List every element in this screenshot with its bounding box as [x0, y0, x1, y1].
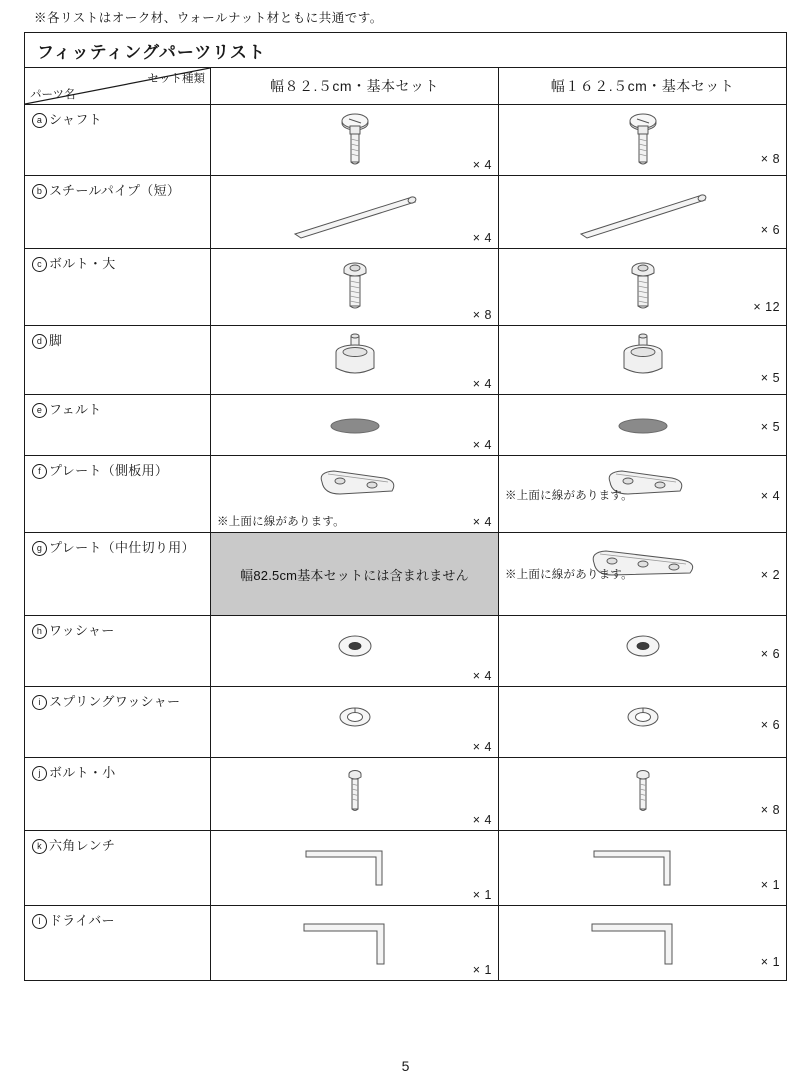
shaft-icon [616, 111, 670, 169]
cell-leg-82 [211, 326, 499, 395]
table-row [25, 105, 787, 176]
marker-e: e [32, 403, 47, 418]
row-label-bolt-large [25, 249, 211, 326]
qty-screwdriver-162: × 1 [760, 955, 781, 969]
washer-icon [621, 630, 665, 664]
table-row [25, 758, 787, 831]
row-name-text: シャフト [49, 112, 102, 127]
marker-i: i [32, 695, 47, 710]
hex-wrench-icon [300, 841, 410, 895]
cell-leg-162 [499, 326, 787, 395]
row-name-text: フェルト [49, 402, 102, 417]
fitting-parts-table [24, 32, 787, 981]
qty-hex-wrench-82: × 1 [472, 888, 492, 902]
cell-hex-wrench-162 [499, 831, 787, 906]
not-included-banner [211, 533, 498, 615]
row-label-shaft [25, 105, 211, 176]
row-label-steel-pipe [25, 176, 211, 249]
qty-bolt-small-82: × 4 [472, 813, 492, 827]
qty-bolt-small-162: × 8 [760, 803, 781, 817]
table-title: フィッティングパーツリスト [25, 33, 787, 68]
table-row [25, 249, 787, 326]
part-name-label: パーツ名 [30, 89, 76, 101]
qty-felt-162: × 5 [760, 420, 781, 434]
header-corner-cell [25, 68, 211, 105]
marker-c: c [32, 257, 47, 272]
cell-steel-pipe-82 [211, 176, 499, 249]
bolt-large-icon [333, 257, 377, 317]
cell-felt-162 [499, 395, 787, 456]
cell-screwdriver-82 [211, 906, 499, 981]
marker-f: f [32, 464, 47, 479]
cell-spring-washer-162 [499, 687, 787, 758]
marker-b: b [32, 184, 47, 199]
marker-k: k [32, 839, 47, 854]
cell-bolt-large-82 [211, 249, 499, 326]
bolt-large-icon [621, 257, 665, 317]
not-included-text: 幅82.5cm基本セットには含まれません [240, 567, 469, 583]
cell-bolt-small-82 [211, 758, 499, 831]
qty-spring-washer-82: × 4 [472, 740, 492, 754]
row-label-leg [25, 326, 211, 395]
cell-plate-side-162 [499, 456, 787, 533]
qty-steel-pipe-162: × 6 [760, 223, 781, 237]
shaft-icon [328, 111, 382, 169]
cell-plate-divider-162 [499, 533, 787, 616]
row-name-text: スプリングワッシャー [49, 694, 181, 709]
leg-icon [323, 332, 387, 388]
qty-leg-82: × 4 [472, 377, 492, 391]
qty-leg-162: × 5 [760, 371, 781, 385]
qty-washer-162: × 6 [760, 647, 781, 661]
cell-washer-82 [211, 616, 499, 687]
marker-d: d [32, 334, 47, 349]
table-row [25, 616, 787, 687]
top-note: ※各リストはオーク材、ウォールナット材ともに共通です。 [34, 11, 383, 25]
cell-hex-wrench-82 [211, 831, 499, 906]
cell-steel-pipe-162 [499, 176, 787, 249]
row-label-spring-washer [25, 687, 211, 758]
steel-pipe-icon [573, 190, 713, 240]
washer-icon [333, 630, 377, 664]
cell-bolt-large-162 [499, 249, 787, 326]
row-label-hex-wrench [25, 831, 211, 906]
set-type-label: セット種類 [147, 73, 205, 85]
table-row [25, 395, 787, 456]
row-name-text: 脚 [49, 333, 63, 348]
note-plate-divider-162: ※上面に線があります。 [505, 569, 633, 581]
cell-plate-side-82 [211, 456, 499, 533]
table-row [25, 906, 787, 981]
row-label-screwdriver [25, 906, 211, 981]
marker-h: h [32, 624, 47, 639]
cell-spring-washer-82 [211, 687, 499, 758]
table-row [25, 176, 787, 249]
felt-icon [325, 415, 385, 437]
screwdriver-icon [588, 916, 698, 972]
table-row [25, 456, 787, 533]
table-row [25, 687, 787, 758]
spring-washer-icon [333, 701, 377, 735]
row-name-text: ワッシャー [49, 623, 115, 638]
header-col-82: 幅８２.５cm・基本セット [211, 68, 499, 105]
steel-pipe-icon [285, 190, 425, 240]
row-name-text: 六角レンチ [49, 838, 116, 853]
cell-shaft-82 [211, 105, 499, 176]
row-label-plate-side [25, 456, 211, 533]
bolt-small-icon [343, 768, 367, 820]
table-title-row [25, 33, 787, 68]
row-label-bolt-small [25, 758, 211, 831]
qty-bolt-large-82: × 8 [472, 308, 492, 322]
cell-screwdriver-162 [499, 906, 787, 981]
cell-plate-divider-82 [211, 533, 499, 616]
qty-felt-82: × 4 [472, 438, 492, 452]
note-plate-side-82: ※上面に線があります。 [217, 516, 345, 528]
hex-wrench-icon [588, 841, 698, 895]
table-row [25, 533, 787, 616]
note-plate-side-162: ※上面に線があります。 [505, 490, 633, 502]
table-row [25, 831, 787, 906]
qty-bolt-large-162: × 12 [753, 300, 781, 314]
qty-plate-side-82: × 4 [472, 515, 492, 529]
row-name-text: ドライバー [49, 913, 115, 928]
screwdriver-icon [300, 916, 410, 972]
qty-screwdriver-82: × 1 [472, 963, 492, 977]
qty-shaft-82: × 4 [472, 158, 492, 172]
row-name-text: プレート（中仕切り用） [49, 540, 195, 555]
qty-plate-side-162: × 4 [760, 489, 781, 503]
table-header-row [25, 68, 787, 105]
spring-washer-icon [621, 701, 665, 735]
leg-icon [611, 332, 675, 388]
row-name-text: ボルト・小 [49, 765, 116, 780]
row-name-text: スチールパイプ（短） [49, 183, 181, 198]
felt-icon [613, 415, 673, 437]
cell-washer-162 [499, 616, 787, 687]
marker-l: l [32, 914, 47, 929]
marker-g: g [32, 541, 47, 556]
row-label-plate-divider [25, 533, 211, 616]
cell-bolt-small-162 [499, 758, 787, 831]
table-row [25, 326, 787, 395]
qty-hex-wrench-162: × 1 [760, 878, 781, 892]
row-label-washer [25, 616, 211, 687]
marker-j: j [32, 766, 47, 781]
row-name-text: プレート（側板用） [49, 463, 169, 478]
qty-washer-82: × 4 [472, 669, 492, 683]
row-label-felt [25, 395, 211, 456]
qty-shaft-162: × 8 [760, 152, 781, 166]
bolt-small-icon [631, 768, 655, 820]
cell-felt-82 [211, 395, 499, 456]
marker-a: a [32, 113, 47, 128]
cell-shaft-162 [499, 105, 787, 176]
qty-plate-divider-162: × 2 [760, 568, 781, 582]
plate-side-icon [300, 464, 410, 506]
qty-steel-pipe-82: × 4 [472, 231, 492, 245]
header-col-162: 幅１６２.５cm・基本セット [499, 68, 787, 105]
qty-spring-washer-162: × 6 [760, 718, 781, 732]
row-name-text: ボルト・大 [49, 256, 116, 271]
page-number: 5 [401, 1058, 410, 1074]
